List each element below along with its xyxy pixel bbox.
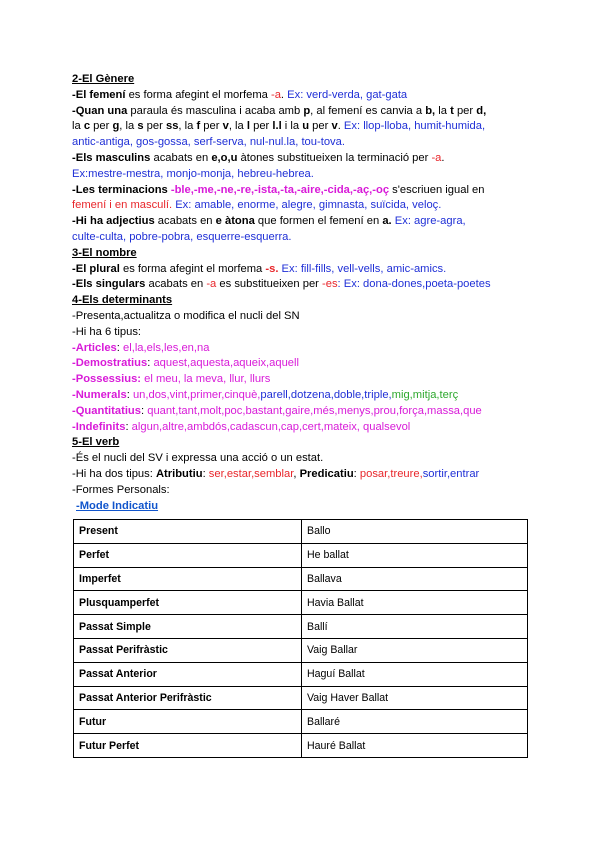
line-adjectius [72,214,532,230]
line-terminacions [72,183,532,199]
tense-name: Perfet [74,543,302,567]
tense-name: Passat Anterior [74,662,302,686]
type-examples: aquest,aquesta,aqueix,aquell [153,357,300,370]
type-label: -Articles [72,341,117,354]
type-label: -Numerals [72,388,127,401]
vowel: e àtona [215,215,255,228]
determinant-articles [72,341,532,357]
morpheme: -a [206,278,217,291]
text: , la [119,120,138,133]
term: Predicatiu [299,467,354,480]
letter: l [246,120,250,133]
example-line: culte-culta, pobre-pobra, esquerre-esquerra. [72,230,292,243]
term: -El femení [72,88,126,101]
type-label: -Indefinits [72,420,126,433]
table-row [74,638,528,662]
text: per [309,120,332,133]
line-verb-types [72,467,532,483]
sep: : [147,357,154,370]
text: per [90,120,113,133]
text: per [143,120,166,133]
example: Ex: amable, enorme, alegre, gimnasta, suïcida, veloç. [172,199,442,212]
determinant-quantitatius [72,404,532,420]
examples: posar,treure, [359,467,423,480]
endings: -ble,-me,-ne,-re,-ista,-ta,-aire,-cida,-aç,-oç [170,183,390,196]
text: i la [281,120,303,133]
text: per [200,120,223,133]
vowels: e,o,u [211,151,238,164]
sep: : [126,388,133,401]
line-singulars [72,277,532,293]
tense-form: He ballat [302,543,528,567]
text: femení i en masculí. [72,199,173,212]
table-row [74,686,528,710]
determinant-possessius [72,372,532,388]
example: Ex: llop-lloba, humit-humida, [343,120,486,133]
tense-name: Plusquamperfet [74,591,302,615]
text-line: -Formes Personals: [72,483,170,496]
example: Ex: agre-agra, [391,215,466,228]
text: àtones substitueixen la terminació per [237,151,432,164]
tense-name: Passat Anterior Perifràstic [74,686,302,710]
tense-name: Futur Perfet [74,734,302,758]
term: Atributiu [155,467,203,480]
tense-form: Ballaré [302,710,528,734]
type-examples: mig,mitja,terç [391,388,459,401]
letter: d, [476,104,487,117]
tense-form: Haguí Ballat [302,662,528,686]
section-title-determinants: 4-Els determinants [72,294,173,307]
tense-name: Passat Perifràstic [74,638,302,662]
section-title-verb: 5-El verb [72,436,120,449]
morpheme: -es [322,278,338,291]
line-letter-changes [72,119,532,135]
letter: v [222,120,229,133]
determinant-indefinits [72,420,532,436]
line-quan-una [72,104,532,120]
type-examples: parell,dotzena,doble,triple, [260,388,392,401]
tense-form: Ballí [302,615,528,639]
type-examples: quant,tant,molt,poc,bastant,gaire,més,menys,prou,força,massa,que [147,404,482,417]
example-line: Ex:mestre-mestra, monjo-monja, hebreu-hebrea. [72,167,314,180]
examples: ser,estar,semblar [208,467,294,480]
text: acabats en [150,151,212,164]
sep: : [125,420,132,433]
example: Ex: verd-verda, gat-gata [287,88,408,101]
tense-form: Hauré Ballat [302,734,528,758]
line-masculins [72,151,532,167]
text: . [337,120,344,133]
text: es forma afegint el morfema [119,262,266,275]
table-row [74,615,528,639]
letter: p [303,104,311,117]
text: que formen el femení en [254,215,383,228]
type-label: -Quantitatius [72,404,141,417]
type-examples: un,dos,vint,primer,cinquè, [132,388,261,401]
text: . [441,151,445,164]
type-examples: el,la,els,les,en,na [123,341,210,354]
text: : [353,467,360,480]
letter: ss [165,120,179,133]
letter: s [137,120,144,133]
determinant-demostratius [72,356,532,372]
term: -Hi ha adjectius [72,215,155,228]
table-row [74,734,528,758]
example: : Ex: dona-dones,poeta-poetes [337,278,491,291]
letter: l.l [272,120,282,133]
table-row [74,591,528,615]
text: , [293,467,300,480]
term: -Les terminacions [72,183,171,196]
text: acabats en [145,278,207,291]
document-page [72,72,532,514]
section-title-genere: 2-El Gènere [72,73,135,85]
text: , la [178,120,197,133]
examples: sortir,entrar [422,467,480,480]
text: , al femení es canvia a [310,104,426,117]
term: -Quan una [72,104,128,117]
text-line: -Presenta,actualitza o modifica el nucli del SN [72,309,300,322]
tense-name: Present [74,520,302,544]
text: : [202,467,209,480]
text: es forma afegint el morfema [125,88,271,101]
tense-form: Havia Ballat [302,591,528,615]
example-line: antic-antiga, gos-gossa, serf-serva, nul-nul.la, tou-tova. [72,136,345,149]
term: -El plural [72,262,120,275]
text: es substitueixen per [216,278,322,291]
table-row [74,520,528,544]
letter: b, [425,104,436,117]
section-title-nombre: 3-El nombre [72,246,137,259]
line-plural [72,262,532,278]
example: Ex: fill-fills, vell-vells, amic-amics. [278,262,447,275]
letter: t [450,104,454,117]
letter: g [112,120,120,133]
text: -Hi ha dos tipus: [72,467,156,480]
conjugation-table [73,519,528,758]
line-femeni [72,88,532,104]
text: per [249,120,273,133]
tense-name: Imperfet [74,567,302,591]
type-examples: el meu, la meva, llur, llurs [144,373,271,386]
type-label: -Demostratius [72,357,148,370]
text: . [280,88,288,101]
mode-indicatiu-title[interactable]: -Mode Indicatiu [76,499,159,512]
tense-name: Futur [74,710,302,734]
mode-indicatiu-link[interactable] [72,499,532,515]
tense-form: Vaig Ballar [302,638,528,662]
determinant-numerals [72,388,532,404]
text: paraula és masculina i acaba amb [127,104,304,117]
table-row [74,567,528,591]
text-line: -Hi ha 6 tipus: [72,325,142,338]
text: la [72,120,84,133]
letter: f [196,120,201,133]
morpheme: -a [270,88,281,101]
sep: : [116,341,123,354]
line-femeni-masculi [72,198,532,214]
tense-form: Ballo [302,520,528,544]
text: , la [228,120,247,133]
text: la [435,104,451,117]
text: acabats en [154,215,216,228]
morpheme: -a [431,151,442,164]
sep: : [141,404,148,417]
text: per [453,104,477,117]
type-examples: algun,altre,ambdós,cadascun,cap,cert,mateix, qualsevol [131,420,411,433]
table-row [74,662,528,686]
term: -Els masculins [72,151,151,164]
letter: u [302,120,310,133]
letter: a. [382,215,392,228]
table-row [74,710,528,734]
morpheme: -s. [265,262,279,275]
table-row [74,543,528,567]
text: s'escriuen igual en [389,183,485,196]
type-label: -Possessius: [72,373,142,386]
letter: v [331,120,338,133]
term: -Els singulars [72,278,146,291]
tense-name: Passat Simple [74,615,302,639]
letter: c [83,120,91,133]
tense-form: Vaig Haver Ballat [302,686,528,710]
text-line: -És el nucli del SV i expressa una acció o un estat. [72,452,324,465]
tense-form: Ballava [302,567,528,591]
